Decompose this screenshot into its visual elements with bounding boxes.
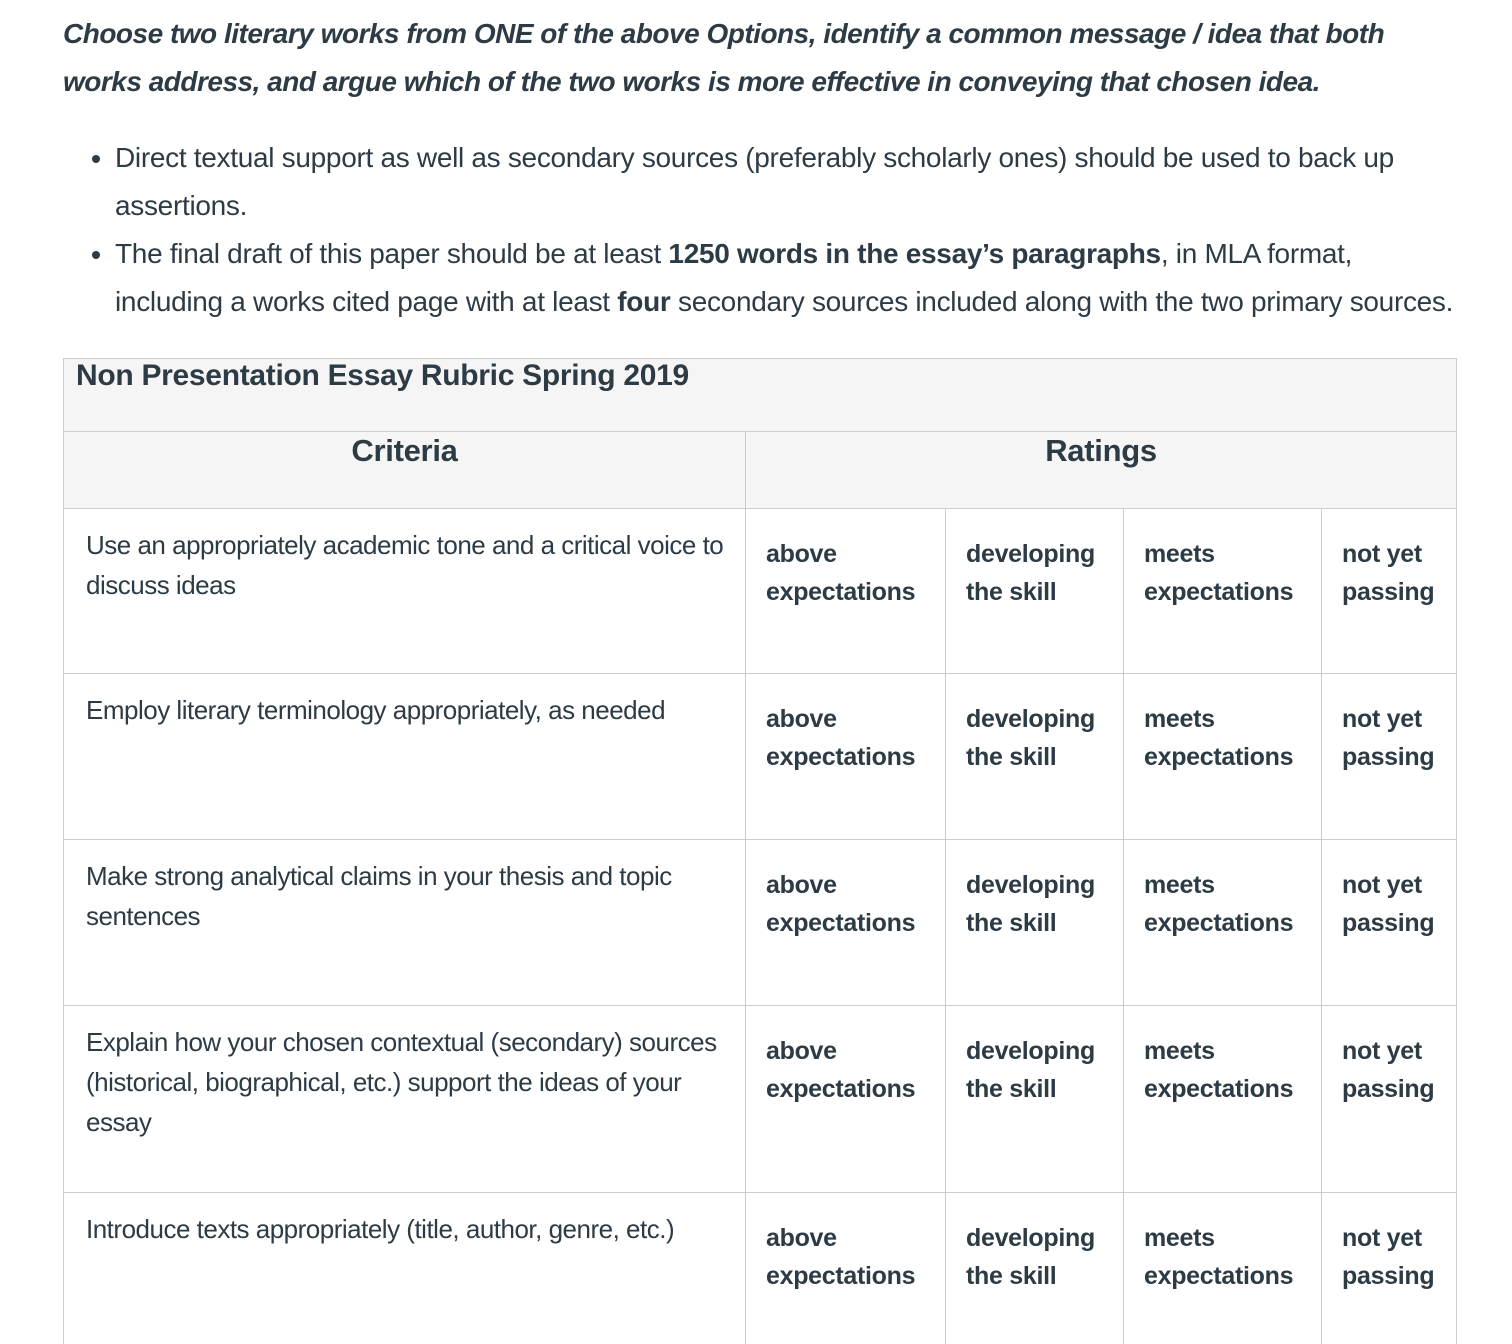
rating-cell: above expectations xyxy=(746,674,946,840)
criterion-cell: Introduce texts appropriately (title, author, genre, etc.) xyxy=(64,1193,746,1344)
rubric-table xyxy=(63,358,1457,1344)
criterion-cell: Make strong analytical claims in your thesis and topic sentences xyxy=(64,840,746,1006)
rating-cell: not yet passing xyxy=(1322,509,1457,674)
criterion-cell: Explain how your chosen contextual (secondary) sources (historical, biographical, etc.) support the ideas of your essay xyxy=(64,1006,746,1193)
criterion-cell: Employ literary terminology appropriately, as needed xyxy=(64,674,746,840)
rubric-row xyxy=(64,509,1457,674)
criteria-column-header: Criteria xyxy=(64,432,746,509)
criterion-cell: Use an appropriately academic tone and a critical voice to discuss ideas xyxy=(64,509,746,674)
rating-cell: not yet passing xyxy=(1322,1193,1457,1344)
rating-cell: meets expectations xyxy=(1124,1193,1322,1344)
rating-cell: not yet passing xyxy=(1322,840,1457,1006)
rubric-row xyxy=(64,1006,1457,1193)
rating-cell: not yet passing xyxy=(1322,1006,1457,1193)
rubric-row xyxy=(64,1193,1457,1344)
rating-cell: above expectations xyxy=(746,1006,946,1193)
ratings-column-header: Ratings xyxy=(746,432,1457,509)
rating-cell: above expectations xyxy=(746,1193,946,1344)
requirements-list xyxy=(63,134,1455,326)
requirement-text: The final draft of this paper should be at least 1250 words in the essay’s paragraphs, in MLA format, including a works cited page with at least four secondary sources included along with the two primary sources. xyxy=(115,238,1454,317)
rubric-title-row xyxy=(64,359,1457,432)
rating-cell: above expectations xyxy=(746,509,946,674)
rating-cell: developing the skill xyxy=(946,1006,1124,1193)
rating-cell: meets expectations xyxy=(1124,674,1322,840)
requirement-text: Direct textual support as well as secondary sources (preferably scholarly ones) should be used to back up assertions. xyxy=(115,142,1394,221)
rating-cell: developing the skill xyxy=(946,674,1124,840)
rating-cell: developing the skill xyxy=(946,840,1124,1006)
rating-cell: above expectations xyxy=(746,840,946,1006)
list-item xyxy=(115,134,1455,230)
essay-prompt-heading: Choose two literary works from ONE of the above Options, identify a common message / idea that both works address, and argue which of the two works is more effective in conveying that chosen idea. xyxy=(63,18,1385,97)
rubric-row xyxy=(64,674,1457,840)
rubric-row xyxy=(64,840,1457,1006)
rating-cell: meets expectations xyxy=(1124,1006,1322,1193)
rubric-header-row xyxy=(64,432,1457,509)
rating-cell: developing the skill xyxy=(946,509,1124,674)
rubric-title: Non Presentation Essay Rubric Spring 2019 xyxy=(64,359,1457,432)
rating-cell: meets expectations xyxy=(1124,840,1322,1006)
list-item xyxy=(115,230,1455,326)
rating-cell: not yet passing xyxy=(1322,674,1457,840)
rating-cell: developing the skill xyxy=(946,1193,1124,1344)
rating-cell: meets expectations xyxy=(1124,509,1322,674)
